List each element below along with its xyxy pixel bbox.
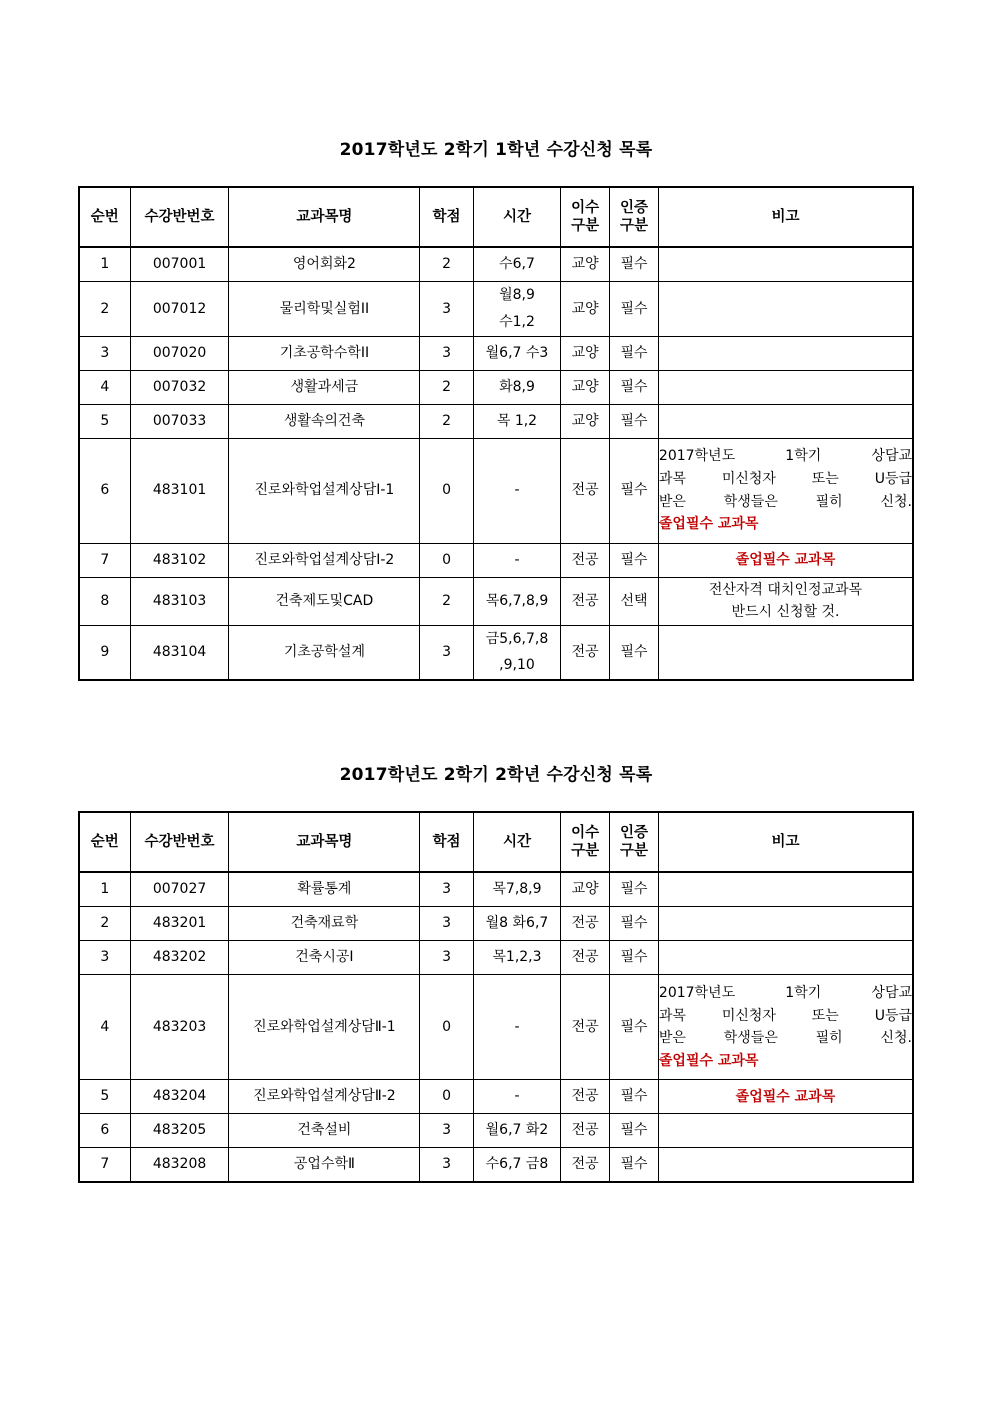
header-label: 학점 <box>432 834 461 851</box>
cell-time <box>473 1114 560 1148</box>
cell-name: 생활과세금 <box>229 370 420 404</box>
cell-code: 007027 <box>130 872 229 907</box>
cell-name: 기초공학설계 <box>229 625 420 680</box>
cell-time <box>473 336 560 370</box>
page-title: 2017학년도 2학기 1학년 수강신청 목록 <box>339 140 653 160</box>
cell-no: 5 <box>79 1080 130 1114</box>
cell-remark <box>658 543 913 577</box>
table-row <box>79 404 913 438</box>
cell-name: 기초공학수학II <box>229 336 420 370</box>
table-header <box>79 187 913 247</box>
header-cell-code <box>130 812 229 872</box>
cell-type: 전공 <box>561 1114 610 1148</box>
cell-name: 건축설비 <box>229 1114 420 1148</box>
time-line: 월6,7 화2 <box>485 1122 549 1139</box>
cell-credit: 3 <box>420 282 473 336</box>
cell-time <box>473 1080 560 1114</box>
remark-line: 과목 미신청자 또는 U등급 <box>658 1007 912 1024</box>
table-row <box>79 872 913 907</box>
remark-line: 반드시 신청할 것. <box>731 604 840 621</box>
cell-name: 생활속의건축 <box>229 404 420 438</box>
cell-time <box>473 907 560 941</box>
cell-remark <box>658 872 913 907</box>
remark-required-badge: 졸업필수 교과목 <box>735 1088 836 1105</box>
cell-cert: 필수 <box>610 404 659 438</box>
cell-remark <box>658 975 913 1080</box>
cell-type: 전공 <box>561 543 610 577</box>
cell-credit: 2 <box>420 247 473 282</box>
cell-time <box>473 625 560 680</box>
cell-code: 483202 <box>130 941 229 975</box>
cell-remark <box>658 625 913 680</box>
cell-credit: 2 <box>420 577 473 625</box>
cell-no: 3 <box>79 941 130 975</box>
cell-time <box>473 543 560 577</box>
cell-code: 483201 <box>130 907 229 941</box>
cell-time <box>473 941 560 975</box>
cell-name: 진로와학업설계상담Ⅱ-1 <box>229 975 420 1080</box>
header-row <box>79 187 913 247</box>
time-line: - <box>514 482 520 499</box>
header-label: 구분 <box>571 218 600 235</box>
cell-type: 교양 <box>561 282 610 336</box>
header-label: 시간 <box>502 834 531 851</box>
cell-cert: 선택 <box>610 577 659 625</box>
cell-type: 전공 <box>561 438 610 543</box>
cell-code: 483101 <box>130 438 229 543</box>
cell-no: 1 <box>79 872 130 907</box>
table-row <box>79 1148 913 1183</box>
cell-remark <box>658 1148 913 1183</box>
table-row <box>79 975 913 1080</box>
cell-no: 5 <box>79 404 130 438</box>
time-line: - <box>514 551 520 568</box>
cell-code: 483204 <box>130 1080 229 1114</box>
time-line: 화8,9 <box>499 378 535 395</box>
cell-cert: 필수 <box>610 625 659 680</box>
remark-line: 전산자격 대치인정교과목 <box>708 581 863 598</box>
header-cell-remark <box>658 812 913 872</box>
cell-credit: 3 <box>420 907 473 941</box>
cell-cert: 필수 <box>610 438 659 543</box>
header-cell-time <box>473 812 560 872</box>
remark-line: 2017학년도 1학기 상담교 <box>658 985 912 1002</box>
course-section-grade-1 <box>78 140 914 681</box>
table-body <box>79 247 913 679</box>
cell-type: 전공 <box>561 975 610 1080</box>
cell-remark <box>658 404 913 438</box>
header-label: 비고 <box>771 209 800 226</box>
cell-cert: 필수 <box>610 543 659 577</box>
time-line: 목 1,2 <box>496 412 538 429</box>
table-row <box>79 247 913 282</box>
header-label: 수강반번호 <box>144 209 215 226</box>
header-cell-name <box>229 187 420 247</box>
header-label: 구분 <box>619 843 648 860</box>
table-body <box>79 872 913 1182</box>
header-label: 교과목명 <box>296 209 353 226</box>
cell-credit: 3 <box>420 1114 473 1148</box>
page-title: 2017학년도 2학기 2학년 수강신청 목록 <box>339 765 653 785</box>
time-line: 목6,7,8,9 <box>485 592 549 609</box>
time-line: 월8,9 <box>499 287 535 304</box>
header-label: 인증 <box>619 825 648 842</box>
table-header <box>79 812 913 872</box>
header-label: 이수 <box>571 200 600 217</box>
cell-credit: 0 <box>420 975 473 1080</box>
cell-credit: 2 <box>420 404 473 438</box>
cell-code: 483208 <box>130 1148 229 1183</box>
cell-type: 전공 <box>561 1148 610 1183</box>
header-label: 학점 <box>432 209 461 226</box>
header-cell-no <box>79 812 130 872</box>
cell-time <box>473 282 560 336</box>
course-registration-table <box>78 186 914 680</box>
header-label: 시간 <box>502 209 531 226</box>
cell-code: 007033 <box>130 404 229 438</box>
header-cell-credit <box>420 187 473 247</box>
cell-remark <box>658 247 913 282</box>
course-section-grade-2 <box>78 765 914 1183</box>
cell-cert: 필수 <box>610 336 659 370</box>
cell-no: 4 <box>79 975 130 1080</box>
cell-time <box>473 247 560 282</box>
header-label: 순번 <box>90 834 119 851</box>
cell-no: 3 <box>79 336 130 370</box>
cell-no: 1 <box>79 247 130 282</box>
table-row <box>79 336 913 370</box>
remark-line: 받은 학생들은 필히 신청. <box>658 1030 912 1047</box>
cell-credit: 3 <box>420 941 473 975</box>
table-row <box>79 370 913 404</box>
header-label: 구분 <box>571 843 600 860</box>
cell-name: 건축제도및CAD <box>229 577 420 625</box>
cell-no: 2 <box>79 282 130 336</box>
header-label: 구분 <box>619 218 648 235</box>
header-label: 비고 <box>771 834 800 851</box>
cell-name: 확률통계 <box>229 872 420 907</box>
cell-remark <box>658 907 913 941</box>
cell-code: 007001 <box>130 247 229 282</box>
remark-required-badge: 졸업필수 교과목 <box>735 551 836 568</box>
time-line: - <box>514 1088 520 1105</box>
time-line: - <box>514 1018 520 1035</box>
cell-no: 4 <box>79 370 130 404</box>
table-row <box>79 282 913 336</box>
cell-time <box>473 577 560 625</box>
cell-time <box>473 370 560 404</box>
header-cell-time <box>473 187 560 247</box>
cell-credit: 3 <box>420 872 473 907</box>
header-row <box>79 812 913 872</box>
cell-code: 007032 <box>130 370 229 404</box>
cell-name: 건축시공Ⅰ <box>229 941 420 975</box>
cell-name: 건축재료학 <box>229 907 420 941</box>
cell-cert: 필수 <box>610 907 659 941</box>
header-label: 이수 <box>571 825 600 842</box>
cell-name: 영어회화2 <box>229 247 420 282</box>
remark-required-badge: 졸업필수 교과목 <box>658 1053 759 1070</box>
header-cell-cert <box>610 812 659 872</box>
cell-credit: 0 <box>420 543 473 577</box>
cell-remark <box>658 941 913 975</box>
time-line: 수6,7 <box>499 256 535 273</box>
cell-no: 6 <box>79 438 130 543</box>
cell-time <box>473 438 560 543</box>
cell-type: 교양 <box>561 872 610 907</box>
table-row <box>79 625 913 680</box>
cell-type: 전공 <box>561 907 610 941</box>
cell-type: 전공 <box>561 941 610 975</box>
cell-name: 공업수학Ⅱ <box>229 1148 420 1183</box>
remark-line: 2017학년도 1학기 상담교 <box>658 448 912 465</box>
cell-time <box>473 1148 560 1183</box>
table-row <box>79 1080 913 1114</box>
cell-name: 물리학및실험II <box>229 282 420 336</box>
cell-code: 483203 <box>130 975 229 1080</box>
header-label: 교과목명 <box>296 834 353 851</box>
remark-line: 과목 미신청자 또는 U등급 <box>658 470 912 487</box>
header-cell-remark <box>658 187 913 247</box>
cell-credit: 2 <box>420 370 473 404</box>
cell-type: 전공 <box>561 1080 610 1114</box>
cell-cert: 필수 <box>610 1080 659 1114</box>
table-row <box>79 438 913 543</box>
time-line: 목1,2,3 <box>492 949 542 966</box>
cell-cert: 필수 <box>610 1148 659 1183</box>
cell-remark <box>658 577 913 625</box>
time-line: 수1,2 <box>499 313 535 330</box>
cell-no: 7 <box>79 1148 130 1183</box>
cell-type: 교양 <box>561 404 610 438</box>
cell-remark <box>658 336 913 370</box>
cell-remark <box>658 1080 913 1114</box>
cell-code: 483205 <box>130 1114 229 1148</box>
cell-name: 진로와학업설계상담Ⅰ-2 <box>229 543 420 577</box>
table-row <box>79 543 913 577</box>
cell-cert: 필수 <box>610 282 659 336</box>
cell-type: 교양 <box>561 336 610 370</box>
course-registration-table <box>78 811 914 1183</box>
cell-cert: 필수 <box>610 247 659 282</box>
header-cell-type <box>561 812 610 872</box>
header-cell-no <box>79 187 130 247</box>
cell-time <box>473 404 560 438</box>
cell-no: 7 <box>79 543 130 577</box>
cell-type: 교양 <box>561 370 610 404</box>
cell-remark <box>658 438 913 543</box>
header-cell-code <box>130 187 229 247</box>
cell-credit: 3 <box>420 625 473 680</box>
cell-code: 007012 <box>130 282 229 336</box>
table-row <box>79 941 913 975</box>
cell-cert: 필수 <box>610 1114 659 1148</box>
header-cell-type <box>561 187 610 247</box>
header-label: 수강반번호 <box>144 834 215 851</box>
time-line: ,9,10 <box>499 657 535 674</box>
table-row <box>79 907 913 941</box>
cell-time <box>473 872 560 907</box>
header-cell-cert <box>610 187 659 247</box>
time-line: 월6,7 수3 <box>485 344 549 361</box>
cell-cert: 필수 <box>610 941 659 975</box>
cell-credit: 0 <box>420 438 473 543</box>
cell-type: 교양 <box>561 247 610 282</box>
header-cell-name <box>229 812 420 872</box>
time-line: 목7,8,9 <box>492 881 542 898</box>
cell-code: 483103 <box>130 577 229 625</box>
cell-type: 전공 <box>561 625 610 680</box>
cell-credit: 3 <box>420 336 473 370</box>
cell-name: 진로와학업설계상담Ⅱ-2 <box>229 1080 420 1114</box>
cell-cert: 필수 <box>610 370 659 404</box>
cell-remark <box>658 1114 913 1148</box>
header-cell-credit <box>420 812 473 872</box>
cell-no: 2 <box>79 907 130 941</box>
cell-name: 진로와학업설계상담Ⅰ-1 <box>229 438 420 543</box>
time-line: 월8 화6,7 <box>485 915 549 932</box>
cell-type: 전공 <box>561 577 610 625</box>
remark-paragraph <box>659 982 912 1050</box>
time-line: 수6,7 금8 <box>485 1156 549 1173</box>
cell-no: 8 <box>79 577 130 625</box>
cell-code: 483102 <box>130 543 229 577</box>
header-label: 순번 <box>90 209 119 226</box>
header-label: 인증 <box>619 200 648 217</box>
cell-no: 9 <box>79 625 130 680</box>
cell-credit: 3 <box>420 1148 473 1183</box>
cell-credit: 0 <box>420 1080 473 1114</box>
remark-line: 받은 학생들은 필히 신청. <box>658 493 912 510</box>
remark-required-badge: 졸업필수 교과목 <box>658 516 759 533</box>
cell-cert: 필수 <box>610 975 659 1080</box>
cell-cert: 필수 <box>610 872 659 907</box>
cell-remark <box>658 282 913 336</box>
cell-no: 6 <box>79 1114 130 1148</box>
cell-code: 483104 <box>130 625 229 680</box>
cell-code: 007020 <box>130 336 229 370</box>
time-line: 금5,6,7,8 <box>485 630 549 647</box>
table-row <box>79 1114 913 1148</box>
cell-time <box>473 975 560 1080</box>
cell-remark <box>658 370 913 404</box>
remark-paragraph <box>659 445 912 513</box>
table-row <box>79 577 913 625</box>
